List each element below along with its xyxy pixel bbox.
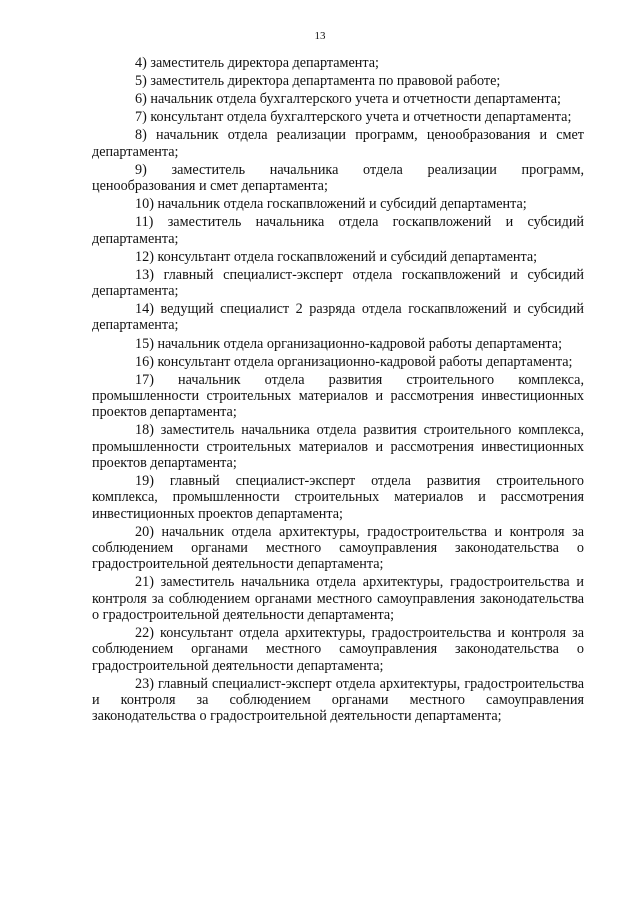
item-text: главный специалист-эксперт отдела архитектуры, градостроительства и контроля за соблюдением органами местного самоуправления законодательства о градостроительной деятельности департамента;	[92, 675, 584, 725]
item-number: 23)	[135, 675, 154, 692]
item-text: консультант отдела госкапвложений и субсидий департамента;	[157, 248, 538, 265]
item-number: 16)	[135, 353, 154, 370]
item-number: 22)	[135, 625, 154, 642]
list-item	[92, 109, 584, 125]
list-item	[92, 196, 584, 212]
list-item	[92, 73, 584, 89]
list-item	[92, 676, 584, 725]
list-item	[92, 55, 584, 71]
item-text: ведущий специалист 2 разряда отдела госкапвложений и субсидий департамента;	[92, 301, 584, 334]
item-number: 19)	[135, 473, 154, 490]
item-text: заместитель начальника отдела госкапвложений и субсидий департамента;	[92, 214, 585, 247]
item-text: начальник отдела бухгалтерского учета и отчетности департамента;	[150, 91, 561, 108]
item-number: 14)	[135, 301, 154, 318]
item-text: консультант отдела архитектуры, градостроительства и контроля за соблюдением органами местного самоуправления законодательства о градостроительной деятельности департамента;	[92, 625, 585, 674]
item-text: начальник отдела госкапвложений и субсидий департамента;	[157, 196, 527, 213]
item-text: заместитель директора департамента;	[150, 55, 380, 71]
item-text: заместитель начальника отдела архитектуры, градостроительства и контроля за соблюдением органами местного самоуправления законодательства о градостроительной деятельности департамента;	[92, 574, 585, 624]
item-number: 11)	[135, 214, 154, 231]
list-item	[92, 301, 584, 334]
item-number: 21)	[135, 574, 154, 591]
item-number: 10)	[135, 196, 154, 213]
list-item	[92, 249, 584, 265]
list-item	[92, 127, 584, 160]
list-item	[92, 336, 584, 352]
list-item	[92, 214, 584, 247]
item-text: главный специалист-эксперт отдела развития строительного комплекса, промышленности строительных материалов и рассмотрения инвестиционных проектов департамента;	[92, 473, 584, 522]
item-text: консультант отдела организационно-кадровой работы департамента;	[157, 353, 573, 370]
item-text: начальник отдела реализации программ, ценообразования и смет департамента;	[92, 127, 585, 160]
page-number: 13	[314, 30, 326, 42]
item-text: начальник отдела архитектуры, градостроительства и контроля за соблюдением органами местного самоуправления законодательства о градостроительной деятельности департамента;	[92, 523, 585, 573]
item-number: 13)	[135, 266, 154, 283]
item-number: 8)	[135, 127, 147, 144]
item-number: 15)	[135, 335, 154, 352]
item-number: 12)	[135, 248, 154, 265]
position-list	[92, 55, 584, 727]
item-text: главный специалист-эксперт отдела госкапвложений и субсидий департамента;	[92, 266, 584, 300]
list-item	[92, 625, 584, 674]
list-item	[92, 372, 584, 421]
item-text: начальник отдела развития строительного комплекса, промышленности строительных материалов и рассмотрения инвестиционных проектов департамента;	[92, 371, 584, 421]
list-item	[92, 473, 584, 522]
list-item	[92, 422, 584, 471]
item-number: 20)	[135, 523, 154, 540]
item-text: заместитель начальника отдела реализации программ, ценообразования и смет департамента;	[92, 161, 584, 195]
list-item	[92, 91, 584, 107]
list-item	[92, 267, 584, 300]
list-item	[92, 354, 584, 370]
item-number: 5)	[135, 73, 147, 90]
item-number: 18)	[135, 422, 154, 439]
list-item	[92, 524, 584, 573]
item-number: 4)	[135, 55, 147, 71]
item-number: 17)	[135, 371, 154, 388]
list-item	[92, 574, 584, 623]
item-number: 6)	[135, 91, 147, 108]
item-text: начальник отдела организационно-кадровой работы департамента;	[157, 335, 563, 352]
item-text: заместитель директора департамента по правовой работе;	[150, 73, 501, 90]
item-number: 9)	[135, 161, 147, 178]
item-number: 7)	[135, 109, 147, 126]
item-text: заместитель начальника отдела развития строительного комплекса, промышленности строительных материалов и рассмотрения инвестиционных проектов департамента;	[92, 422, 584, 471]
list-item	[92, 162, 584, 195]
item-text: консультант отдела бухгалтерского учета и отчетности департамента;	[150, 109, 572, 126]
